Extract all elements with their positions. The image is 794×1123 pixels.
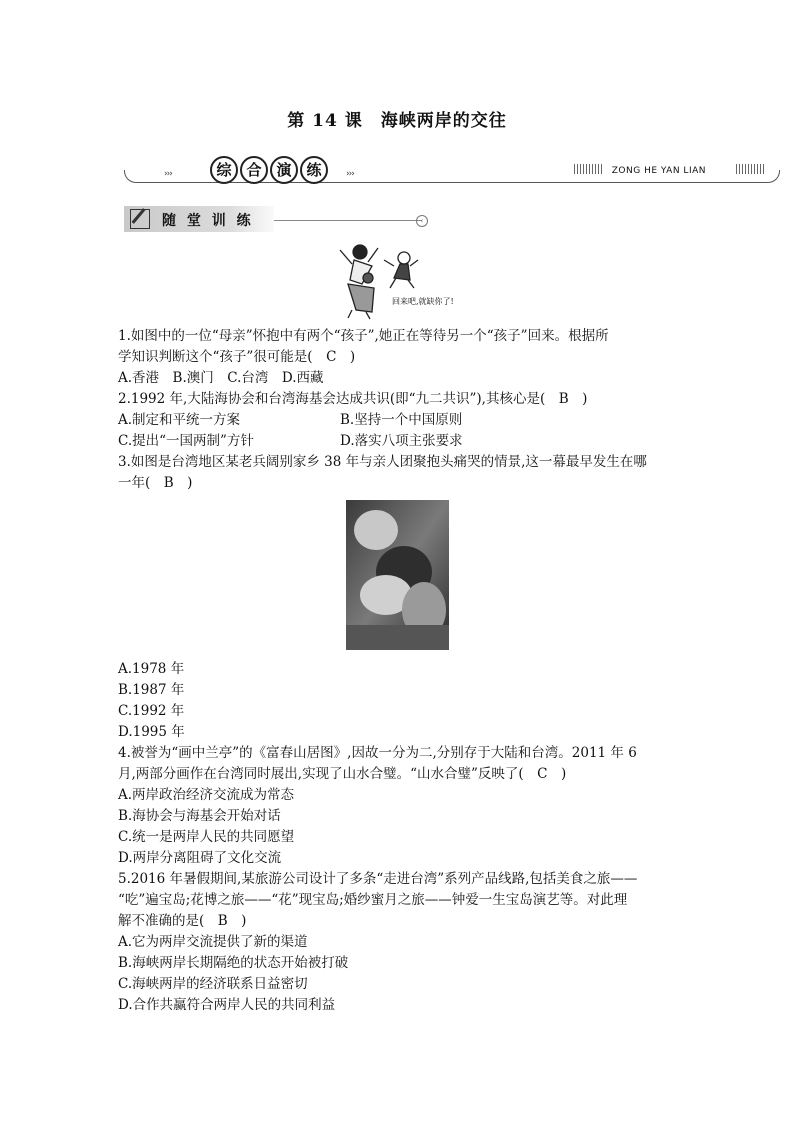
q2-option-b: B.坚持一个中国原则 — [340, 412, 463, 428]
q4-option-a: A.两岸政治经济交流成为常态 — [118, 787, 295, 803]
pencil-icon — [130, 209, 150, 229]
q3-stem: 3.如图是台湾地区某老兵阔别家乡 38 年与亲人团聚抱头痛哭的情景,这一幕最早发生在哪 — [118, 454, 647, 470]
chevron-icon: ››› — [346, 169, 354, 179]
q3-stem: 一年( B ) — [118, 475, 193, 491]
banner-char: 综 — [210, 156, 238, 184]
banner-char: 练 — [300, 156, 328, 184]
cartoon-caption: 回来吧,就缺你了! — [392, 297, 454, 306]
q5-option-d: D.合作共赢符合两岸人民的共同利益 — [118, 997, 336, 1013]
q4-stem: 月,两部分画作在台湾同时展出,实现了山水合璧。“山水合璧”反映了( C ) — [118, 766, 567, 782]
q3-option-d: D.1995 年 — [118, 724, 185, 740]
q4-option-d: D.两岸分离阻碍了文化交流 — [118, 850, 282, 866]
hatch-decoration — [574, 164, 604, 174]
banner-char: 合 — [240, 156, 268, 184]
q2-option-c: C.提出“一国两制”方针 — [118, 433, 254, 449]
section-banner — [124, 158, 780, 184]
q4-option-c: C.统一是两岸人民的共同愿望 — [118, 829, 295, 845]
chevron-icon: ››› — [164, 169, 172, 179]
banner-title — [210, 156, 328, 182]
q4-stem: 4.被誉为“画中兰亭”的《富春山居图》,因故一分为二,分别存于大陆和台湾。2011 年 6 — [118, 745, 637, 761]
chevron-icon: ‹ — [416, 215, 428, 227]
cartoon-figure — [332, 240, 462, 320]
q5-option-a: A.它为两岸交流提供了新的渠道 — [118, 934, 308, 950]
q3-option-a: A.1978 年 — [118, 661, 185, 677]
section-rule — [274, 220, 422, 221]
page-title: 第 14 课 海峡两岸的交往 — [287, 111, 507, 131]
q2-option-d: D.落实八项主张要求 — [340, 433, 463, 449]
q5-stem: “吃”遍宝岛;花博之旅——“花”现宝岛;婚纱蜜月之旅——钟爱一生宝岛演艺等。对此理 — [118, 892, 628, 908]
q5-option-c: C.海峡两岸的经济联系日益密切 — [118, 976, 308, 992]
q5-stem: 解不准确的是( B ) — [118, 913, 247, 929]
section-box — [124, 206, 274, 232]
banner-english: ZONG HE YAN LIAN — [611, 166, 706, 176]
q5-stem: 5.2016 年暑假期间,某旅游公司设计了多条“走进台湾”系列产品线路,包括美食之旅—— — [118, 871, 638, 887]
q1-stem: 学知识判断这个“孩子”很可能是( C ) — [118, 349, 356, 365]
q5-option-b: B.海峡两岸长期隔绝的状态开始被打破 — [118, 955, 349, 971]
q1-options: A.香港 B.澳门 C.台湾 D.西藏 — [118, 370, 324, 386]
q3-option-b: B.1987 年 — [118, 682, 185, 698]
veteran-reunion-photo — [346, 500, 449, 650]
section-header — [124, 206, 426, 232]
q3-option-c: C.1992 年 — [118, 703, 185, 719]
q2-option-a: A.制定和平统一方案 — [118, 412, 241, 428]
banner-char: 演 — [270, 156, 298, 184]
q2-stem: 2.1992 年,大陆海协会和台湾海基会达成共识(即“九二共识”),其核心是( B ) — [118, 391, 588, 407]
q4-option-b: B.海协会与海基会开始对话 — [118, 808, 281, 824]
q1-stem: 1.如图中的一位“母亲”怀抱中有两个“孩子”,她正在等待另一个“孩子”回来。根据所 — [118, 328, 609, 344]
hatch-decoration — [736, 164, 766, 174]
section-label: 随 堂 训 练 — [162, 213, 254, 229]
